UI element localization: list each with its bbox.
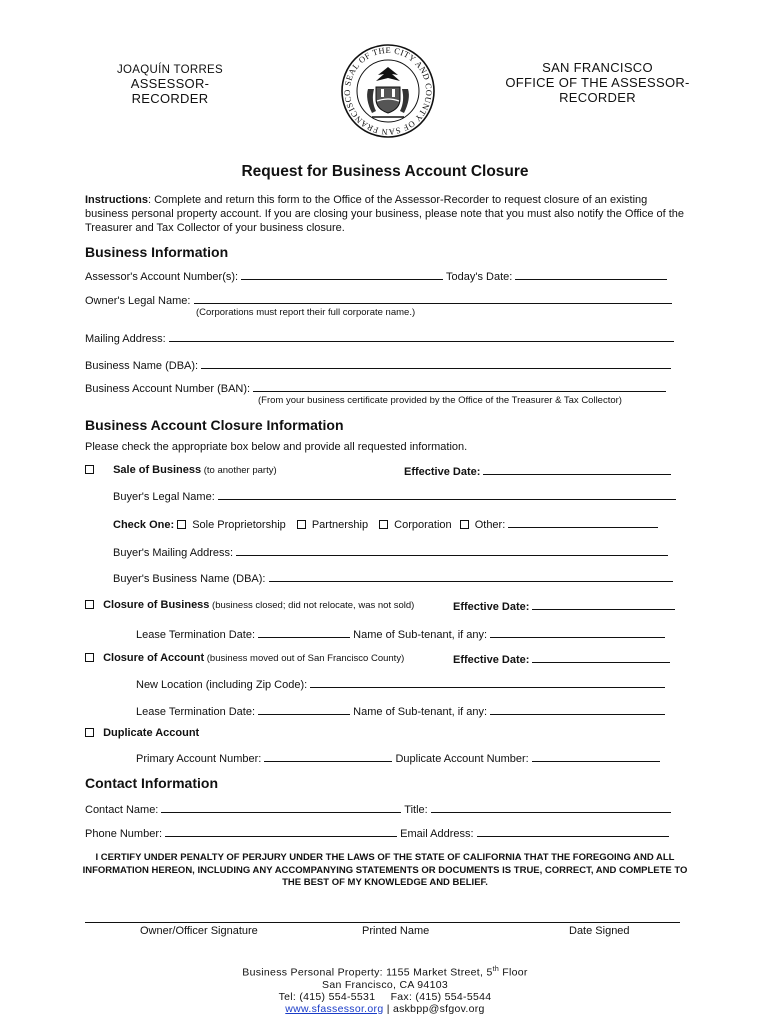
closure-of-account-note: (business moved out of San Francisco County)	[204, 653, 405, 664]
footer-fax: Fax: (415) 554-5544	[390, 990, 492, 1003]
buyers-legal-name-field[interactable]	[218, 489, 676, 500]
partnership-label: Partnership	[311, 519, 369, 531]
owners-name-label: Owner's Legal Name:	[85, 295, 191, 307]
buyers-mailing-field[interactable]	[236, 545, 668, 556]
new-location-label: New Location (including Zip Code):	[136, 679, 308, 691]
lease-termination-field[interactable]	[258, 627, 350, 638]
contact-name-row	[85, 802, 671, 816]
phone-label: Phone Number:	[85, 828, 163, 840]
owners-name-note: (Corporations must report their full corporate name.)	[196, 307, 416, 318]
signature-label: Owner/Officer Signature	[140, 925, 258, 937]
lease-termination-row-1	[136, 627, 665, 641]
email-field[interactable]	[477, 826, 669, 837]
sale-of-business-row	[85, 464, 277, 476]
phone-field[interactable]	[165, 826, 397, 837]
closure-of-account-checkbox[interactable]	[85, 653, 94, 662]
buyers-legal-name-label: Buyer's Legal Name:	[113, 491, 215, 503]
footer-floor-suffix: th	[492, 966, 500, 973]
check-one-row	[113, 517, 658, 531]
closure-of-business-checkbox[interactable]	[85, 600, 94, 609]
svg-text:SEAL OF THE CITY AND COUNTY OF: SEAL OF THE CITY AND COUNTY OF SAN FRANCISCO	[341, 44, 435, 138]
footer-floor: Floor	[499, 966, 528, 979]
mailing-address-field[interactable]	[169, 331, 674, 342]
sale-of-business-checkbox[interactable]	[85, 465, 94, 474]
buyers-business-name-label: Buyer's Business Name (DBA):	[113, 573, 266, 585]
closure-of-business-label: Closure of Business	[103, 599, 210, 611]
ban-field[interactable]	[253, 381, 666, 392]
lease-termination-label-2: Lease Termination Date:	[136, 706, 256, 718]
duplicate-account-checkbox[interactable]	[85, 728, 94, 737]
account-numbers-row	[85, 269, 667, 283]
sale-of-business-note: (to another party)	[201, 465, 277, 476]
account-effective-date-field[interactable]	[532, 652, 670, 663]
contact-title-field[interactable]	[431, 802, 671, 813]
certification-statement: I CERTIFY UNDER PENALTY OF PERJURY UNDER THE LAWS OF THE STATE OF CALIFORNIA THAT THE FOREGOING AND ALL INFORMATION HEREON, INCLUDING ANY ACCOMPANYING STATEMENTS OR DOCUMENTS IS TRUE, CORRECT, AND COMPLETE TO THE BEST OF MY KNOWLEDGE AND BELIEF.	[82, 852, 688, 888]
closure-of-account-label: Closure of Account	[103, 652, 205, 664]
ban-label: Business Account Number (BAN):	[85, 383, 251, 395]
subtenant-label-2: Name of Sub-tenant, if any:	[353, 706, 488, 718]
lease-termination-label: Lease Termination Date:	[136, 629, 256, 641]
contact-info-heading: Contact Information	[85, 775, 218, 791]
contact-name-label: Contact Name:	[85, 804, 159, 816]
instructions-text: : Complete and return this form to the Office of the Assessor-Recorder to request closure of an existing business personal property account. If you are closing your business, please note that you must also notify the Office of the Treasurer and Tax Collector of your business closure.	[85, 194, 685, 234]
business-name-field[interactable]	[201, 358, 671, 369]
footer-tel: Tel: (415) 554-5531	[278, 990, 376, 1003]
sale-effective-date-label: Effective Date:	[404, 466, 481, 478]
account-numbers-duplicate-row	[136, 751, 660, 765]
closure-info-heading: Business Account Closure Information	[85, 417, 344, 433]
other-label: Other:	[474, 519, 506, 531]
account-numbers-field[interactable]	[241, 269, 443, 280]
duplicate-account-number-label: Duplicate Account Number:	[395, 753, 529, 765]
closure-of-account-row	[85, 652, 404, 664]
check-one-label: Check One:	[113, 519, 175, 531]
assessor-title: ASSESSOR-RECORDER	[130, 76, 210, 106]
footer-address-line	[0, 964, 770, 979]
city-seal	[340, 43, 436, 139]
todays-date-label: Today's Date:	[446, 271, 513, 283]
sale-effective-date-row	[404, 464, 671, 478]
footer-city: San Francisco, CA 94103	[322, 978, 448, 991]
corporation-label: Corporation	[394, 519, 452, 531]
phone-row	[85, 826, 669, 840]
new-location-field[interactable]	[310, 677, 665, 688]
email-label: Email Address:	[400, 828, 474, 840]
sale-effective-date-field[interactable]	[483, 464, 671, 475]
office-name-block	[470, 60, 725, 105]
business-name-label: Business Name (DBA):	[85, 360, 199, 372]
owners-name-row	[85, 293, 672, 307]
other-field[interactable]	[508, 517, 658, 528]
sale-of-business-label: Sale of Business	[113, 464, 202, 476]
other-checkbox[interactable]	[460, 520, 469, 529]
buyers-business-name-field[interactable]	[269, 571, 673, 582]
buyers-mailing-label: Buyer's Mailing Address:	[113, 547, 234, 559]
primary-account-field[interactable]	[264, 751, 392, 762]
closure-effective-date-row	[453, 599, 675, 613]
subtenant-label: Name of Sub-tenant, if any:	[353, 629, 488, 641]
closure-intro: Please check the appropriate box below and provide all requested information.	[85, 441, 468, 453]
footer	[0, 964, 770, 1015]
ban-note: (From your business certificate provided by the Office of the Treasurer & Tax Collector)	[258, 395, 622, 406]
footer-address: Business Personal Property: 1155 Market Street, 5	[242, 966, 493, 979]
buyers-mailing-row	[113, 545, 668, 559]
closure-effective-date-field[interactable]	[532, 599, 675, 610]
ban-row	[85, 381, 666, 395]
partnership-checkbox[interactable]	[297, 520, 306, 529]
sole-proprietorship-checkbox[interactable]	[177, 520, 186, 529]
duplicate-account-number-field[interactable]	[532, 751, 660, 762]
instructions	[85, 193, 685, 235]
contact-title-label: Title:	[404, 804, 428, 816]
new-location-row	[136, 677, 665, 691]
owners-name-field[interactable]	[194, 293, 672, 304]
lease-termination-field-2[interactable]	[258, 704, 350, 715]
closure-effective-date-label: Effective Date:	[453, 601, 530, 613]
business-info-heading: Business Information	[85, 244, 229, 260]
account-effective-date-row	[453, 652, 670, 666]
signature-line[interactable]	[85, 922, 680, 923]
contact-name-field[interactable]	[161, 802, 401, 813]
instructions-label: Instructions	[85, 194, 148, 206]
mailing-address-label: Mailing Address:	[85, 333, 166, 345]
closure-of-business-row	[85, 599, 414, 611]
primary-account-label: Primary Account Number:	[136, 753, 262, 765]
office-city: SAN FRANCISCO	[542, 60, 653, 75]
assessor-name: JOAQUÍN TORRES	[116, 64, 223, 76]
form-title: Request for Business Account Closure	[241, 163, 529, 180]
buyers-business-name-row	[113, 571, 673, 585]
account-effective-date-label: Effective Date:	[453, 654, 530, 666]
subtenant-field-2[interactable]	[490, 704, 665, 715]
printed-name-label: Printed Name	[362, 925, 430, 937]
lease-termination-row-2	[136, 704, 665, 718]
footer-web-line	[0, 1003, 770, 1015]
footer-email: | askbpp@sfgov.org	[383, 1002, 485, 1015]
todays-date-field[interactable]	[515, 269, 667, 280]
business-name-row	[85, 358, 671, 372]
subtenant-field[interactable]	[490, 627, 665, 638]
mailing-address-row	[85, 331, 674, 345]
website-link[interactable]: www.sfassessor.org	[285, 1002, 384, 1015]
corporation-checkbox[interactable]	[379, 520, 388, 529]
duplicate-account-row	[85, 727, 199, 739]
buyers-legal-name-row	[113, 489, 676, 503]
assessor-name-block	[95, 64, 245, 106]
duplicate-account-label: Duplicate Account	[103, 727, 200, 739]
office-title: OFFICE OF THE ASSESSOR-RECORDER	[505, 75, 690, 105]
date-signed-label: Date Signed	[569, 925, 630, 937]
sole-proprietorship-label: Sole Proprietorship	[192, 519, 286, 531]
account-numbers-label: Assessor's Account Number(s):	[85, 271, 239, 283]
footer-phone-line	[0, 991, 770, 1003]
closure-of-business-note: (business closed; did not relocate, was not sold)	[209, 600, 415, 611]
